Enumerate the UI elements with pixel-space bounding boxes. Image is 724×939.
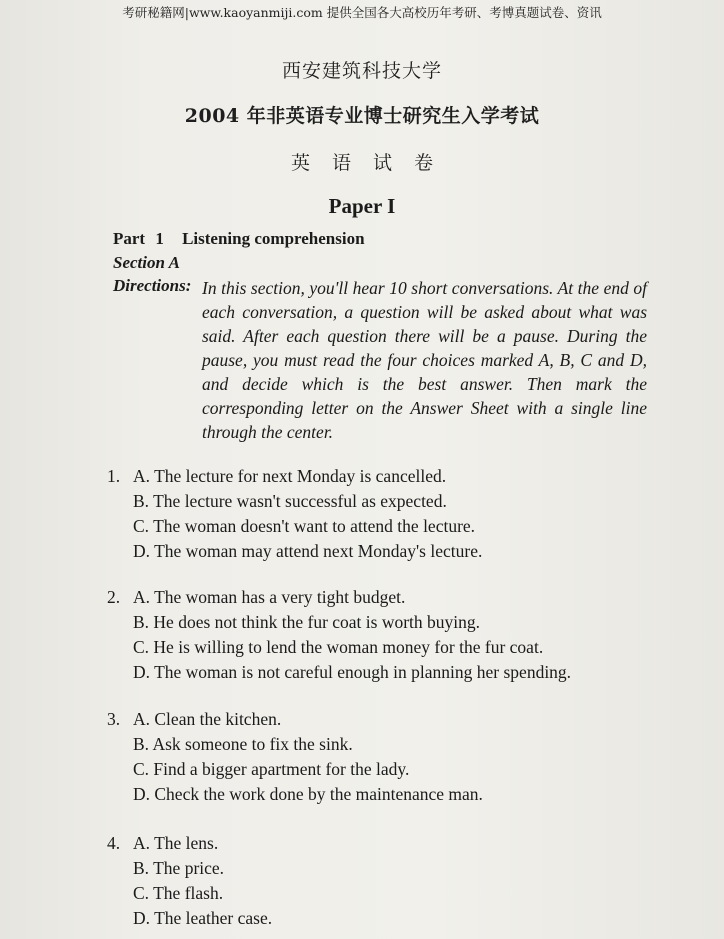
option-a: A. The woman has a very tight budget. [133, 587, 406, 607]
part-heading [113, 229, 371, 249]
option-a: A. The lecture for next Monday is cancelled. [133, 466, 447, 486]
option-a: A. Clean the kitchen. [133, 709, 282, 729]
option-c: C. He is willing to lend the woman money for the fur coat. [133, 637, 544, 657]
exam-title: 2004 年非英语专业博士研究生入学考试 [184, 105, 540, 127]
option-b: B. The lecture wasn't successful as expected. [133, 491, 447, 511]
university-name: 西安建筑科技大学 [281, 60, 442, 82]
option-c: C. Find a bigger apartment for the lady. [133, 759, 410, 779]
part-label: Part [113, 229, 146, 248]
directions-label: Directions: [113, 276, 192, 295]
part-number: 1 [155, 229, 164, 248]
paper-chinese-title: 英语试卷 [290, 152, 455, 174]
question-number: 4. [107, 833, 121, 853]
question-2 [107, 585, 572, 685]
option-d: D. Check the work done by the maintenance man. [133, 784, 483, 804]
part-title: Listening comprehension [182, 229, 365, 248]
option-d: D. The woman may attend next Monday's lecture. [133, 541, 483, 561]
option-b: B. The price. [133, 858, 225, 878]
question-4 [107, 831, 273, 931]
option-d: D. The leather case. [133, 908, 273, 928]
option-b: B. Ask someone to fix the sink. [133, 734, 353, 754]
question-3 [107, 707, 483, 807]
question-1 [107, 464, 483, 564]
paper-title: Paper I [328, 194, 396, 218]
option-b: B. He does not think the fur coat is worth buying. [133, 612, 481, 632]
option-d: D. The woman is not careful enough in planning her spending. [133, 662, 572, 682]
section-heading: Section A [113, 253, 180, 272]
site-banner: 考研秘籍网|www.kaoyanmiji.com 提供全国各大高校历年考研、考博真题试卷、资讯 [122, 5, 602, 20]
option-c: C. The flash. [133, 883, 224, 903]
question-number: 3. [107, 709, 121, 729]
question-number: 1. [107, 466, 121, 486]
option-c: C. The woman doesn't want to attend the lecture. [133, 516, 476, 536]
directions-text: In this section, you'll hear 10 short conversations. At the end of each conversation, a question will be asked about what was said. After each question there will be a pause. During the pause, you must read the four choices marked A, B, C and D, and decide which is the best answer. Then mark the corresponding letter on the Answer Sheet with a single line through the center. [202, 278, 647, 442]
option-a: A. The lens. [133, 833, 219, 853]
question-number: 2. [107, 587, 121, 607]
